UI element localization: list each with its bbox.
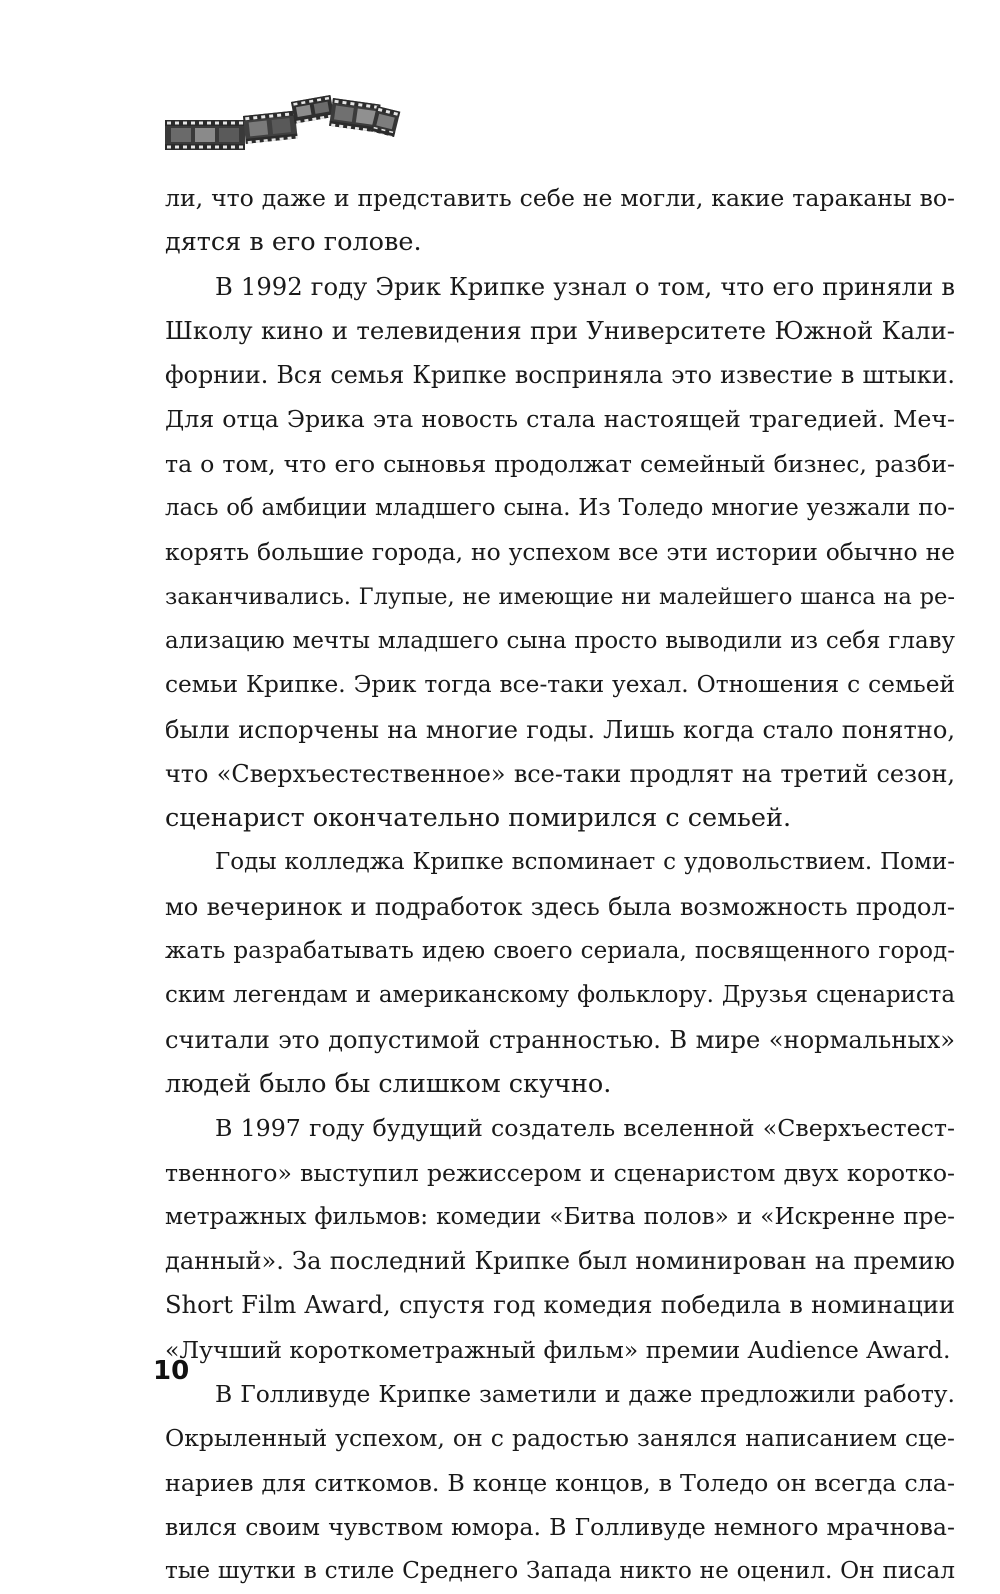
text-line: нариев для ситкомов. В конце концов, в Толедо он всегда сла- xyxy=(165,1468,955,1497)
text-line: В 1997 году будущий создатель вселенной «Сверхъестест- xyxy=(215,1114,955,1143)
text-line: тые шутки в стиле Среднего Запада никто не оценил. Он писал xyxy=(165,1557,955,1585)
text-line: данный». За последний Крипке был номинирован на премию xyxy=(165,1247,955,1276)
text-line: считали это допустимой странностью. В мире «нормальных» xyxy=(165,1025,955,1054)
text-line: Школу кино и телевидения при Университете Южной Кали- xyxy=(165,315,955,345)
text-line: вился своим чувством юмора. В Голливуде немного мрачнова- xyxy=(165,1512,955,1541)
text-line: мо вечеринок и подработок здесь была возможность продол- xyxy=(165,892,955,921)
text-line: корять большие города, но успехом все эти истории обычно не xyxy=(165,538,955,567)
text-line: лась об амбиции младшего сына. Из Толедо многие уезжали по- xyxy=(165,495,955,522)
text-line: людей было бы слишком скучно. xyxy=(165,1068,612,1099)
text-line: твенного» выступил режиссером и сценаристом двух коротко- xyxy=(165,1158,955,1187)
text-line: форнии. Вся семья Крипке восприняла это известие в штыки. xyxy=(165,361,955,390)
film-strip-icon xyxy=(165,88,405,164)
text-line: ским легендам и американскому фольклору. Друзья сценариста xyxy=(165,982,955,1009)
text-line: та о том, что его сыновья продолжат семейный бизнес, разби- xyxy=(165,449,955,478)
text-line: заканчивались. Глупые, не имеющие ни малейшего шанса на ре- xyxy=(165,583,955,610)
text-line: ализацию мечты младшего сына просто выводили из себя главу xyxy=(165,627,955,654)
text-line: ли, что даже и представить себе не могли, какие тараканы во- xyxy=(165,184,955,212)
text-line: метражных фильмов: комедии «Битва полов» и «Искренне пре- xyxy=(165,1202,955,1230)
text-line: Окрыленный успехом, он с радостью занялся написанием сце- xyxy=(165,1424,955,1453)
text-line: жать разрабатывать идею своего сериала, посвященного город- xyxy=(165,938,955,965)
text-line: Для отца Эрика эта новость стала настоящей трагедией. Меч- xyxy=(165,405,955,434)
body-text xyxy=(165,176,955,1594)
text-line: были испорчены на многие годы. Лишь когда стало понятно, xyxy=(165,715,955,744)
text-line: В Голливуде Крипке заметили и даже предложили работу. xyxy=(215,1380,955,1409)
text-line: В 1992 году Эрик Крипке узнал о том, что его приняли в xyxy=(215,271,955,301)
text-line: Short Film Award, спустя год комедия победила в номинации xyxy=(165,1291,955,1320)
page-number: 10 xyxy=(153,1356,190,1386)
text-line: Годы колледжа Крипке вспоминает с удовольствием. Поми- xyxy=(215,849,955,876)
text-line: семьи Крипке. Эрик тогда все-таки уехал. Отношения с семьей xyxy=(165,671,955,699)
text-line: что «Сверхъестественное» все-таки продлят на третий сезон, xyxy=(165,759,955,788)
text-line: «Лучший короткометражный фильм» премии Audience Award. xyxy=(165,1335,951,1364)
text-line: дятся в его голове. xyxy=(165,227,422,258)
text-line: сценарист окончательно помирился с семьей. xyxy=(165,803,792,834)
